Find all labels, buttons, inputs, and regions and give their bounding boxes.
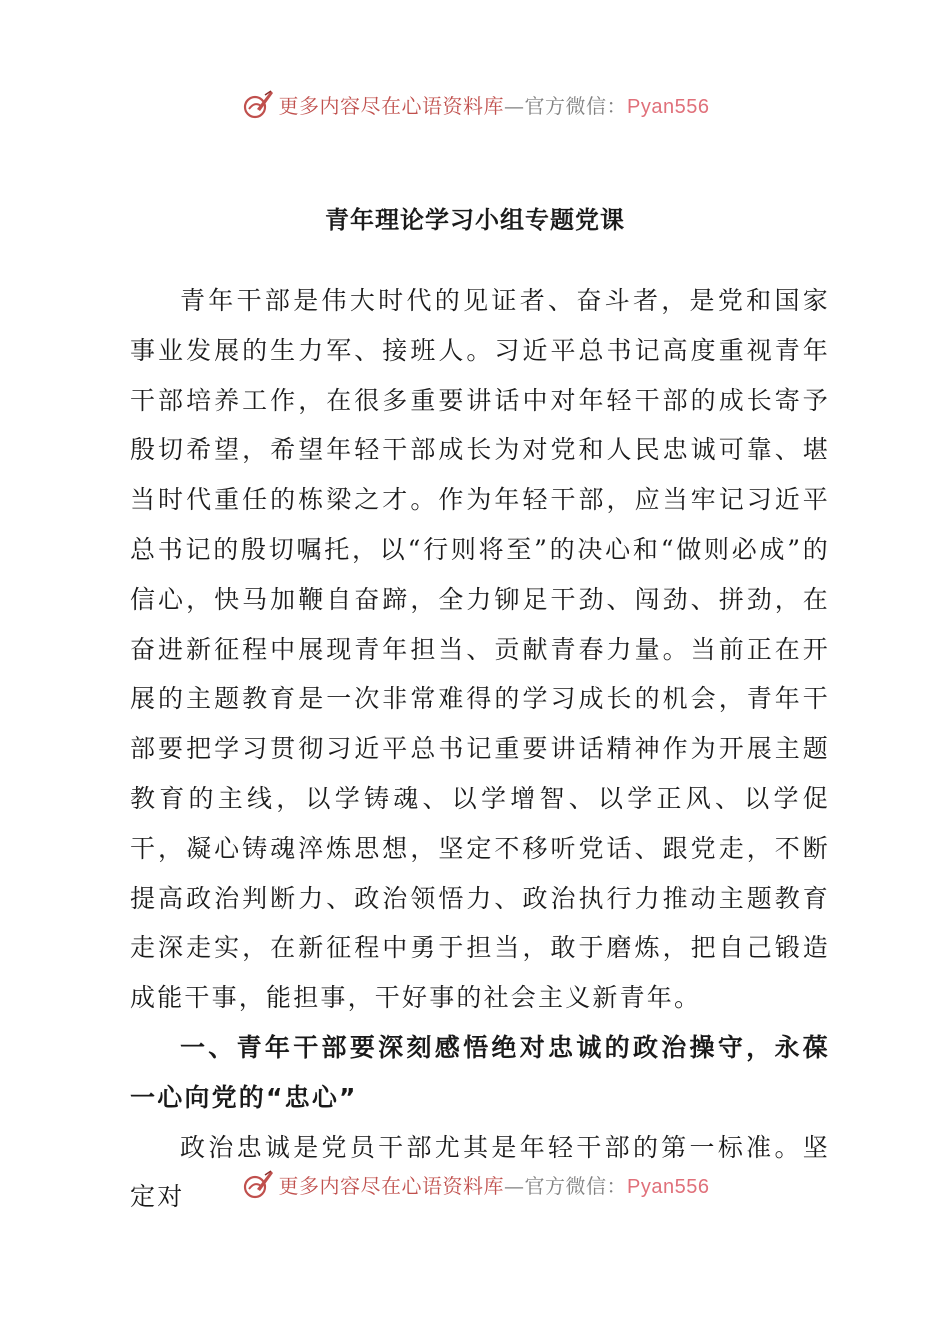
watermark-text-wechat-id: Pyan556 — [627, 1175, 710, 1198]
header-watermark — [0, 82, 950, 126]
intro-paragraph: 青年干部是伟大时代的见证者、奋斗者，是党和国家事业发展的生力军、接班人。习近平总书记高度重视青年干部培养工作，在很多重要讲话中对年轻干部的成长寄予殷切希望，希望年轻干部成长为对党和人民忠诚可靠、堪当时代重任的栋梁之才。作为年轻干部，应当牢记习近平总书记的殷切嘱托，以“行则将至”的决心和“做则必成”的信心，快马加鞭自奋蹄，全力铆足干劲、闯劲、拼劲，在奋进新征程中展现青年担当、贡献青春力量。当前正在开展的主题教育是一次非常难得的学习成长的机会，青年干部要把学习贯彻习近平总书记重要讲话精神作为开展主题教育的主线，以学铸魂、以学增智、以学正风、以学促干，凝心铸魂淬炼思想，坚定不移听党话、跟党走，不断提高政治判断力、政治领悟力、政治执行力推动主题教育走深走实，在新征程中勇于担当，敢于磨炼，把自己锻造成能干事，能担事，干好事的社会主义新青年。 — [130, 286, 830, 1013]
document-title: 青年理论学习小组专题党课 — [325, 206, 625, 234]
section-1-paragraph: 政治忠诚是党员干部尤其是年轻干部的第一标准。坚定对 — [130, 1132, 830, 1212]
watermark-text-wechat-label: —官方微信： — [504, 1173, 628, 1198]
watermark-text-wechat-id: Pyan556 — [627, 95, 710, 118]
pen-logo-icon — [241, 1167, 275, 1201]
footer-watermark — [0, 1162, 950, 1206]
watermark-text-main: 更多内容尽在心语资料库 — [278, 1173, 505, 1198]
section-heading-1: 一、青年干部要深刻感悟绝对忠诚的政治操守，永葆一心向党的“忠心” — [130, 1032, 830, 1112]
document-body — [130, 276, 830, 1222]
watermark-text-main: 更多内容尽在心语资料库 — [278, 93, 505, 118]
watermark-text-wechat-label: —官方微信： — [504, 93, 628, 118]
pen-logo-icon — [241, 87, 275, 121]
